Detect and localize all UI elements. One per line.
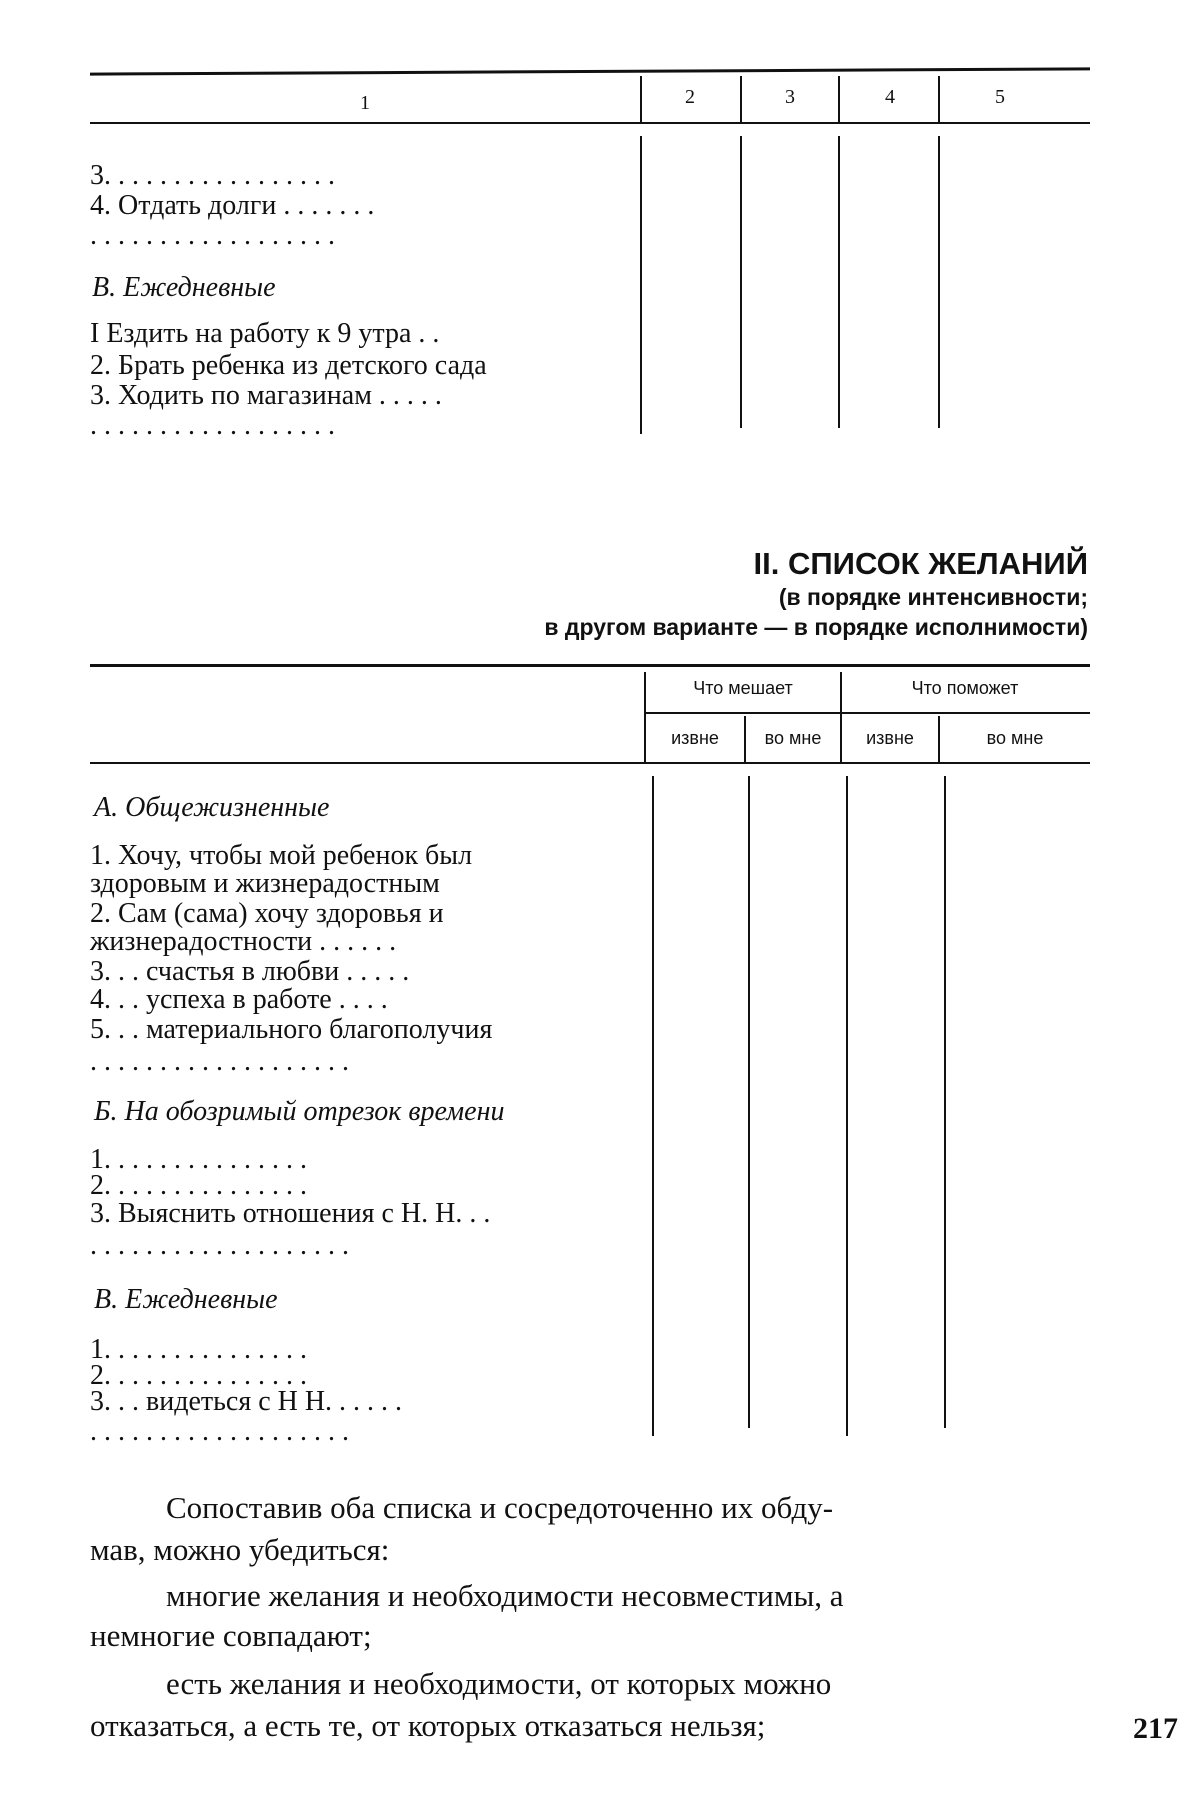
table-2-section-heading: А. Общежизненные xyxy=(94,792,330,823)
table-1-header-col-1: 1 xyxy=(360,92,370,114)
table-2-column-divider xyxy=(944,776,946,1428)
table-1-header-divider xyxy=(938,76,940,122)
table-1-section-heading: В. Ежедневные xyxy=(92,272,276,303)
table-2-row: здоровым и жизнерадостным xyxy=(90,868,440,899)
table-2-header-divider xyxy=(744,716,746,762)
body-paragraph-line: мав, можно убедиться: xyxy=(90,1532,390,1567)
table-2-header-divider xyxy=(644,672,646,762)
table-1-row: 4. Отдать долги . . . . . . . xyxy=(90,190,375,221)
table-1-header-col-5: 5 xyxy=(995,86,1005,108)
table-1-header-col-4: 4 xyxy=(885,86,895,108)
table-2-row: 1. . . . . . . . . . . . . . . xyxy=(90,1334,307,1365)
body-paragraph-line: многие желания и необходимости несовместимы, а xyxy=(166,1578,844,1613)
table-1-row: . . . . . . . . . . . . . . . . . . xyxy=(90,410,335,441)
table-1-header-divider xyxy=(740,76,742,122)
table-1-top-rule xyxy=(90,67,1090,75)
body-paragraph-line: отказаться, а есть те, от которых отказаться нельзя; xyxy=(90,1708,766,1743)
table-1-row: 2. Брать ребенка из детского сада xyxy=(90,350,487,381)
table-2-top-rule xyxy=(90,664,1090,667)
table-2-row: 3. . . счастья в любви . . . . . xyxy=(90,956,410,987)
table-1-row: I Ездить на работу к 9 утра . . xyxy=(90,318,440,349)
table-2-row: 5. . . материального благополучия xyxy=(90,1014,493,1045)
table-2-group-header-helps: Что поможет xyxy=(911,678,1019,698)
table-2-header-divider xyxy=(938,716,940,762)
table-2-section-heading: Б. На обозримый отрезок времени xyxy=(94,1096,505,1127)
table-1-column-divider xyxy=(740,136,742,428)
body-paragraph-line: немногие совпадают; xyxy=(90,1618,372,1653)
table-2-section-heading: В. Ежедневные xyxy=(94,1284,278,1315)
table-2-column-divider xyxy=(652,776,654,1436)
table-1-header-divider xyxy=(838,76,840,122)
table-2-subheader: извне xyxy=(866,728,914,748)
table-2-header-divider xyxy=(840,672,842,762)
table-1-header-col-3: 3 xyxy=(785,86,795,108)
table-1-column-divider xyxy=(838,136,840,428)
table-2-row: жизнерадостности . . . . . . xyxy=(90,926,397,957)
table-2-column-divider xyxy=(846,776,848,1436)
table-2-row: 3. . . видеться с Н Н. . . . . . xyxy=(90,1386,403,1417)
section-subtitle-line-1: (в порядке интенсивности; xyxy=(778,584,1088,610)
table-1-header-divider xyxy=(640,76,642,122)
table-2-row: 1. . . . . . . . . . . . . . . xyxy=(90,1144,307,1175)
section-title: II. СПИСОК ЖЕЛАНИЙ xyxy=(753,546,1088,581)
table-1-header-col-2: 2 xyxy=(685,86,695,108)
table-2-group-header-hinders: Что мешает xyxy=(693,678,793,698)
table-2-group-rule xyxy=(646,712,1090,714)
table-1-header-rule xyxy=(90,122,1090,124)
table-2-row: 1. Хочу, чтобы мой ребенок был xyxy=(90,840,473,871)
table-2-row: 2. Сам (сама) хочу здоровья и xyxy=(90,898,444,929)
table-2-header-bottom-rule xyxy=(90,762,1090,764)
table-2-subheader: извне xyxy=(671,728,719,748)
body-paragraph-line: Сопоставив оба списка и сосредоточенно их обду- xyxy=(166,1490,834,1525)
table-1-row: . . . . . . . . . . . . . . . . . . xyxy=(90,220,335,251)
body-paragraph-line: есть желания и необходимости, от которых можно xyxy=(166,1666,832,1701)
table-2-row: . . . . . . . . . . . . . . . . . . . xyxy=(90,1416,349,1447)
section-subtitle-line-2: в другом варианте — в порядке исполнимости) xyxy=(544,614,1088,640)
table-2-row: . . . . . . . . . . . . . . . . . . . xyxy=(90,1230,349,1261)
table-2-row: 4. . . успеха в работе . . . . xyxy=(90,984,388,1015)
table-2-row: . . . . . . . . . . . . . . . . . . . xyxy=(90,1046,349,1077)
table-2-subheader: во мне xyxy=(764,728,822,748)
table-2-row: 2. . . . . . . . . . . . . . . xyxy=(90,1360,307,1391)
table-1-column-divider xyxy=(640,136,642,434)
table-1-row: 3. Ходить по магазинам . . . . . xyxy=(90,380,442,411)
page-number: 217 xyxy=(1133,1712,1178,1745)
table-2-row: 2. . . . . . . . . . . . . . . xyxy=(90,1170,307,1201)
table-2-row: 3. Выяснить отношения с Н. Н. . . xyxy=(90,1198,491,1229)
table-1-column-divider xyxy=(938,136,940,428)
table-2-column-divider xyxy=(748,776,750,1428)
table-2-subheader: во мне xyxy=(986,728,1044,748)
table-1-row: 3. . . . . . . . . . . . . . . . . xyxy=(90,160,335,191)
